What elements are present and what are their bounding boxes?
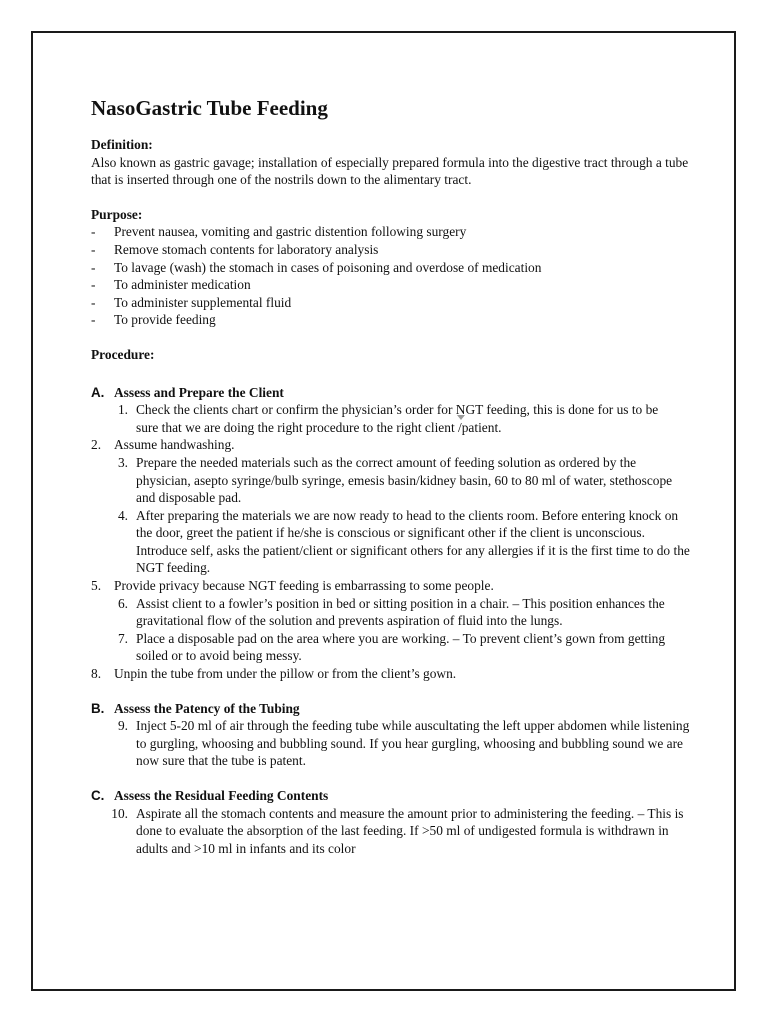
procedure-step xyxy=(91,507,691,577)
procedure-heading: Procedure: xyxy=(91,346,155,362)
section-title: Assess and Prepare the Client xyxy=(114,384,284,400)
step-text: Check the clients chart or confirm the physician’s order for NGT feeding, this is done for us to be sure that we are doing the right procedure to the right client /patient. xyxy=(136,402,659,435)
section-title: Assess the Patency of the Tubing xyxy=(114,700,300,716)
procedure-step xyxy=(91,665,691,683)
step-number: 8. xyxy=(91,666,102,682)
purpose-item-text: To provide feeding xyxy=(114,312,216,328)
definition-heading: Definition: xyxy=(91,137,153,152)
document-content xyxy=(91,95,691,857)
procedure-step xyxy=(91,630,691,665)
step-number: 2. xyxy=(91,437,102,453)
purpose-list xyxy=(91,223,691,329)
document-title: NasoGastric Tube Feeding xyxy=(91,96,328,120)
step-number: 4. xyxy=(117,507,128,523)
procedure-step xyxy=(91,577,691,595)
step-number: 1. xyxy=(117,402,128,418)
step-text: Aspirate all the stomach contents and measure the amount prior to administering the feeding. – This is done to evaluate the absorption of the last feeding. If >50 ml of undigested formula is withdrawn in adults and >10 ml in infants and its color xyxy=(136,805,684,856)
purpose-item: - To lavage (wash) the stomach in cases of poisoning and overdose of medication xyxy=(91,259,542,275)
step-number: 10. xyxy=(111,805,128,821)
step-text: Place a disposable pad on the area where you are working. – To prevent client’s gown from getting soiled or to avoid being messy. xyxy=(136,630,666,664)
step-text: Unpin the tube from under the pillow or from the client’s gown. xyxy=(114,666,457,682)
step-text: After preparing the materials we are now ready to head to the clients room. Before entering knock on the door, greet the patient if he/she is conscious or significant other if the client is unconscious. Introduce self, asks the patient/client or significant others for any allergies if it is the first time to do the NGT feeding. xyxy=(136,507,690,576)
section-a-heading xyxy=(91,384,691,402)
purpose-item-text: Prevent nausea, vomiting and gastric distention following surgery xyxy=(114,224,467,240)
purpose-item-text: To administer supplemental fluid xyxy=(114,294,292,310)
caret-down-icon xyxy=(457,415,465,420)
step-text: Prepare the needed materials such as the correct amount of feeding solution as ordered by the physician, asepto syringe/bulb syringe, emesis basin/kidney basin, 60 to 80 ml of water, stethoscope and disposable pad. xyxy=(136,454,673,506)
procedure-step xyxy=(91,401,691,436)
section-letter: B. xyxy=(91,700,105,716)
section-letter: A. xyxy=(91,384,105,400)
purpose-item-text: Remove stomach contents for laboratory analysis xyxy=(114,241,379,257)
purpose-item: - To provide feeding xyxy=(91,312,216,328)
step-number: 6. xyxy=(117,595,128,611)
section-letter: C. xyxy=(91,788,105,803)
step-number: 7. xyxy=(117,630,128,646)
purpose-item-text: To administer medication xyxy=(114,277,251,293)
step-number: 3. xyxy=(117,454,128,470)
procedure-step xyxy=(91,454,691,507)
procedure-step xyxy=(91,805,691,858)
purpose-heading: Purpose: xyxy=(91,206,143,222)
step-text: Provide privacy because NGT feeding is embarrassing to some people. xyxy=(114,578,494,594)
purpose-item: - To administer supplemental fluid xyxy=(91,294,292,310)
section-title: Assess the Residual Feeding Contents xyxy=(114,788,329,803)
step-number: 9. xyxy=(117,718,128,734)
step-number: 5. xyxy=(91,578,102,594)
purpose-item-text: To lavage (wash) the stomach in cases of poisoning and overdose of medication xyxy=(114,259,542,275)
section-c-heading xyxy=(91,787,691,805)
purpose-item: - To administer medication xyxy=(91,277,251,293)
procedure-step xyxy=(91,717,691,770)
purpose-item: - Remove stomach contents for laboratory analysis xyxy=(91,241,379,257)
section-b-heading xyxy=(91,700,691,718)
step-text: Assume handwashing. xyxy=(114,437,235,453)
document-page xyxy=(31,31,736,991)
procedure-step xyxy=(91,595,691,630)
step-text: Assist client to a fowler’s position in bed or sitting position in a chair. – This position enhances the gravitational flow of the solution and prevents aspiration of fluid into the lungs. xyxy=(136,595,665,629)
definition-text: Also known as gastric gavage; installation of especially prepared formula into the digestive tract through a tube that is inserted through one of the nostrils down to the alimentary tract. xyxy=(91,154,689,188)
procedure-step xyxy=(91,436,691,454)
step-text: Inject 5-20 ml of air through the feeding tube while auscultating the left upper abdomen while listening to gurgling, whoosing and bubbling sound. If you hear gurgling, whoosing and bubbling sound we are now sure that the tube is patent. xyxy=(136,718,690,769)
purpose-item: - Prevent nausea, vomiting and gastric distention following surgery xyxy=(91,224,467,240)
